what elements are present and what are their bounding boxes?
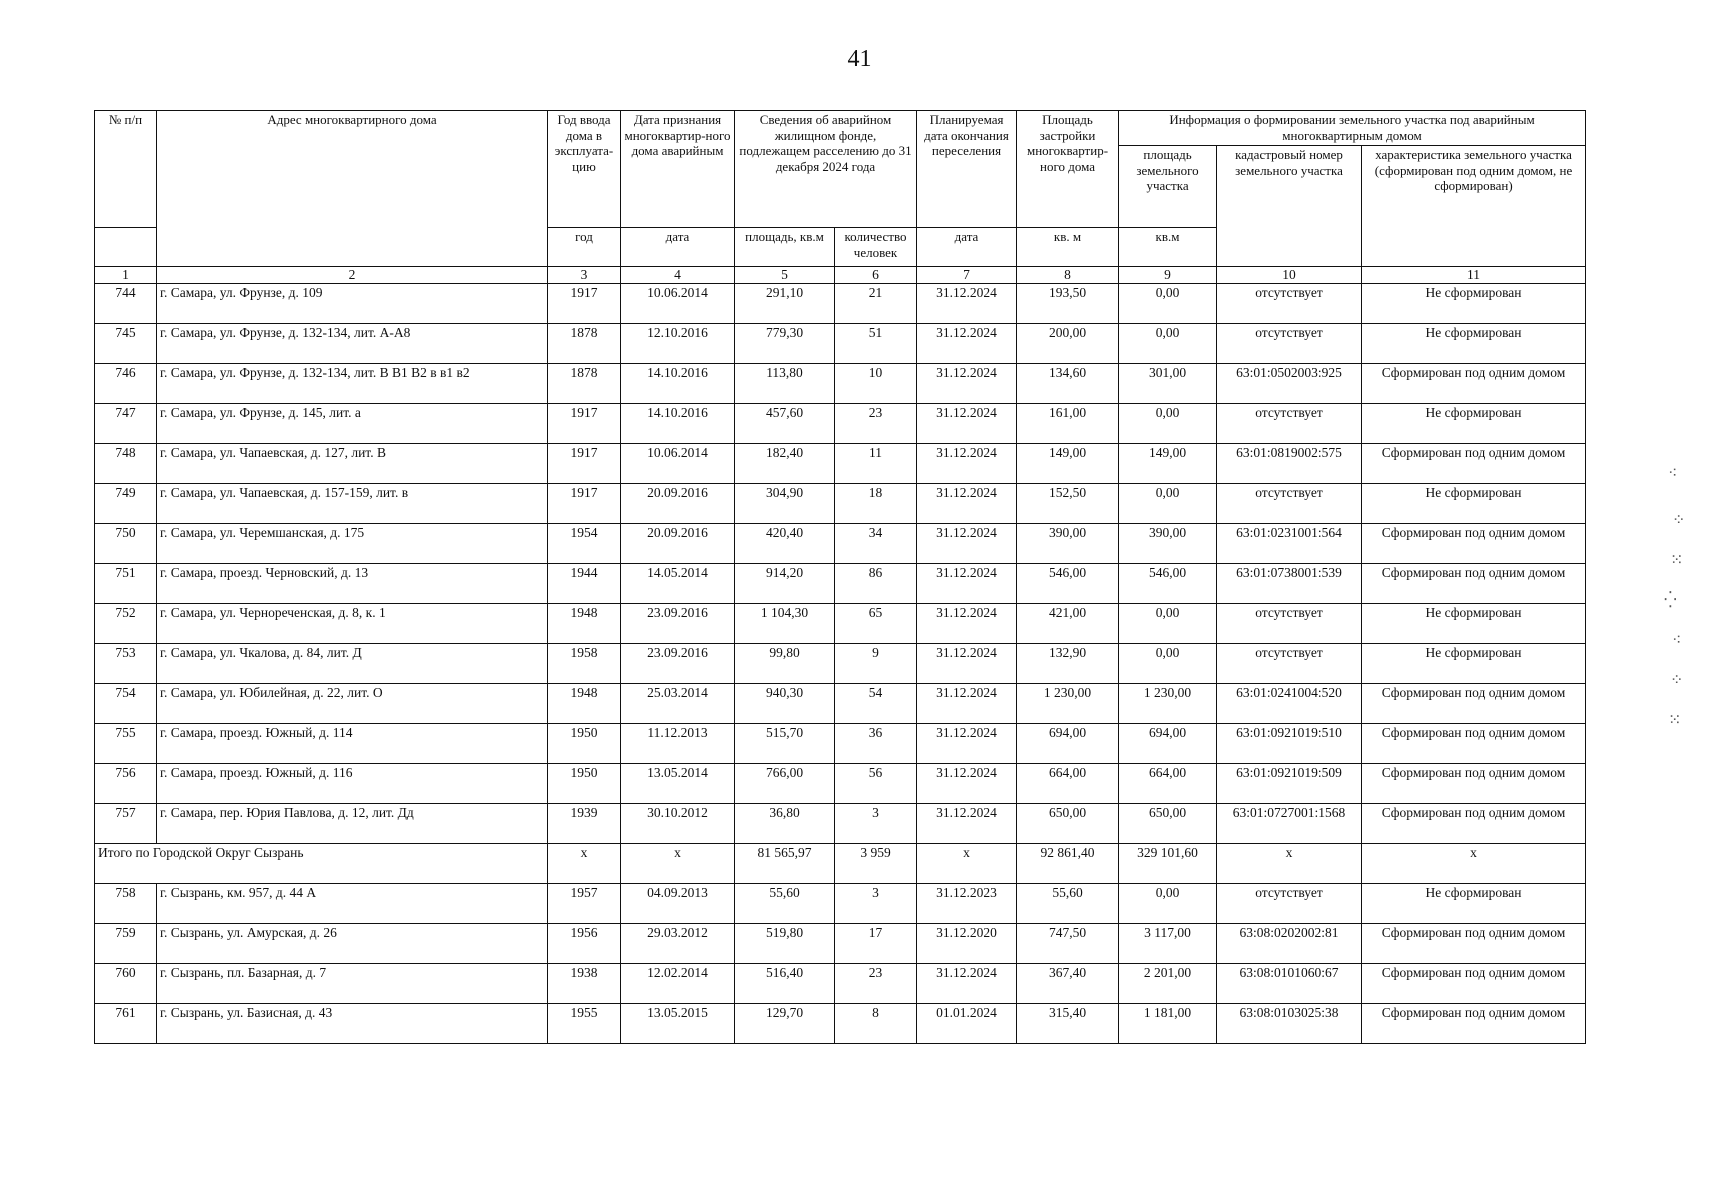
- date-cell: 23.09.2016: [621, 604, 735, 644]
- unit-area: площадь, кв.м: [735, 228, 835, 267]
- column-number: 5: [735, 267, 835, 284]
- area-cell: 304,90: [735, 484, 835, 524]
- table-row: [95, 884, 1586, 924]
- land-area-cell: 149,00: [1119, 444, 1217, 484]
- total-land: 329 101,60: [1119, 844, 1217, 884]
- column-number: 4: [621, 267, 735, 284]
- cadastral-cell: 63:01:0921019:510: [1217, 724, 1362, 764]
- building-area-cell: 200,00: [1017, 324, 1119, 364]
- address-cell: г. Самара, проезд. Южный, д. 116: [157, 764, 548, 804]
- building-area-cell: 390,00: [1017, 524, 1119, 564]
- building-area-cell: 134,60: [1017, 364, 1119, 404]
- column-number: 10: [1217, 267, 1362, 284]
- area-cell: 182,40: [735, 444, 835, 484]
- people-cell: 11: [835, 444, 917, 484]
- date-cell: 14.10.2016: [621, 404, 735, 444]
- land-area-cell: 0,00: [1119, 284, 1217, 324]
- land-area-cell: 2 201,00: [1119, 964, 1217, 1004]
- year-cell: 1917: [548, 484, 621, 524]
- date-cell: 13.05.2014: [621, 764, 735, 804]
- table-row: [95, 564, 1586, 604]
- table-row: [95, 524, 1586, 564]
- year-cell: 1948: [548, 604, 621, 644]
- year-cell: 1939: [548, 804, 621, 844]
- unit-building-area: кв. м: [1017, 228, 1119, 267]
- cadastral-cell: 63:08:0103025:38: [1217, 1004, 1362, 1044]
- area-cell: 1 104,30: [735, 604, 835, 644]
- land-char-cell: Сформирован под одним домом: [1362, 1004, 1586, 1044]
- land-char-cell: Сформирован под одним домом: [1362, 524, 1586, 564]
- table-row: [95, 284, 1586, 324]
- area-cell: 291,10: [735, 284, 835, 324]
- building-area-cell: 694,00: [1017, 724, 1119, 764]
- table-row: [95, 964, 1586, 1004]
- header-num: № п/п: [95, 111, 157, 228]
- land-char-cell: Не сформирован: [1362, 604, 1586, 644]
- address-cell: г. Самара, пер. Юрия Павлова, д. 12, лит. Дд: [157, 804, 548, 844]
- unit-date: дата: [621, 228, 735, 267]
- column-number-row: [95, 267, 1586, 284]
- plan-date-cell: 31.12.2024: [917, 404, 1017, 444]
- year-cell: 1878: [548, 364, 621, 404]
- plan-date-cell: 31.12.2024: [917, 284, 1017, 324]
- column-number: 11: [1362, 267, 1586, 284]
- people-cell: 54: [835, 684, 917, 724]
- unit-year: год: [548, 228, 621, 267]
- table-row: [95, 684, 1586, 724]
- land-area-cell: 546,00: [1119, 564, 1217, 604]
- land-char-cell: Сформирован под одним домом: [1362, 964, 1586, 1004]
- header-date: Дата признания многоквартир-ного дома аварийным: [621, 111, 735, 228]
- year-cell: 1954: [548, 524, 621, 564]
- cadastral-cell: 63:01:0819002:575: [1217, 444, 1362, 484]
- table-row: [95, 364, 1586, 404]
- table-row: [95, 924, 1586, 964]
- land-area-cell: 0,00: [1119, 484, 1217, 524]
- table-row: [95, 324, 1586, 364]
- table-row: [95, 404, 1586, 444]
- people-cell: 3: [835, 884, 917, 924]
- land-char-cell: Не сформирован: [1362, 644, 1586, 684]
- plan-date-cell: 31.12.2024: [917, 724, 1017, 764]
- row-number: 747: [95, 404, 157, 444]
- row-number: 753: [95, 644, 157, 684]
- row-number: 744: [95, 284, 157, 324]
- land-area-cell: 0,00: [1119, 324, 1217, 364]
- table-header: [95, 111, 1586, 284]
- row-number: 752: [95, 604, 157, 644]
- area-cell: 515,70: [735, 724, 835, 764]
- address-cell: г. Самара, ул. Фрунзе, д. 132-134, лит. В В1 В2 в в1 в2: [157, 364, 548, 404]
- year-cell: 1917: [548, 444, 621, 484]
- land-char-cell: Сформирован под одним домом: [1362, 724, 1586, 764]
- people-cell: 18: [835, 484, 917, 524]
- column-number: 3: [548, 267, 621, 284]
- page-number: 41: [847, 46, 872, 72]
- cadastral-cell: 63:08:0202002:81: [1217, 924, 1362, 964]
- address-cell: г. Самара, ул. Черемшанская, д. 175: [157, 524, 548, 564]
- land-char-cell: Не сформирован: [1362, 324, 1586, 364]
- area-cell: 55,60: [735, 884, 835, 924]
- people-cell: 23: [835, 404, 917, 444]
- table-row: [95, 644, 1586, 684]
- people-cell: 17: [835, 924, 917, 964]
- date-cell: 10.06.2014: [621, 284, 735, 324]
- building-area-cell: 664,00: [1017, 764, 1119, 804]
- land-area-cell: 0,00: [1119, 884, 1217, 924]
- land-char-cell: Сформирован под одним домом: [1362, 444, 1586, 484]
- area-cell: 420,40: [735, 524, 835, 564]
- header-cadastral: кадастровый номер земельного участка: [1217, 146, 1362, 267]
- plan-date-cell: 31.12.2024: [917, 364, 1017, 404]
- header-fund: Сведения об аварийном жилищном фонде, подлежащем расселению до 31 декабря 2024 года: [735, 111, 917, 228]
- address-cell: г. Самара, ул. Юбилейная, д. 22, лит. О: [157, 684, 548, 724]
- land-area-cell: 1 230,00: [1119, 684, 1217, 724]
- plan-date-cell: 31.12.2023: [917, 884, 1017, 924]
- building-area-cell: 149,00: [1017, 444, 1119, 484]
- column-number: 7: [917, 267, 1017, 284]
- cadastral-cell: 63:01:0727001:1568: [1217, 804, 1362, 844]
- address-cell: г. Самара, проезд. Черновский, д. 13: [157, 564, 548, 604]
- people-cell: 3: [835, 804, 917, 844]
- date-cell: 14.10.2016: [621, 364, 735, 404]
- address-cell: г. Самара, ул. Чапаевская, д. 127, лит. В: [157, 444, 548, 484]
- land-area-cell: 694,00: [1119, 724, 1217, 764]
- row-number: 760: [95, 964, 157, 1004]
- area-cell: 779,30: [735, 324, 835, 364]
- land-char-cell: Сформирован под одним домом: [1362, 924, 1586, 964]
- column-number: 1: [95, 267, 157, 284]
- building-area-cell: 367,40: [1017, 964, 1119, 1004]
- date-cell: 20.09.2016: [621, 484, 735, 524]
- land-char-cell: Сформирован под одним домом: [1362, 364, 1586, 404]
- row-number: 757: [95, 804, 157, 844]
- row-number: 746: [95, 364, 157, 404]
- table-row: [95, 444, 1586, 484]
- land-area-cell: 301,00: [1119, 364, 1217, 404]
- row-number: 749: [95, 484, 157, 524]
- year-cell: 1956: [548, 924, 621, 964]
- plan-date-cell: 31.12.2024: [917, 644, 1017, 684]
- land-char-cell: Сформирован под одним домом: [1362, 564, 1586, 604]
- date-cell: 13.05.2015: [621, 1004, 735, 1044]
- cadastral-cell: 63:01:0241004:520: [1217, 684, 1362, 724]
- date-cell: 23.09.2016: [621, 644, 735, 684]
- building-area-cell: 152,50: [1017, 484, 1119, 524]
- address-cell: г. Самара, ул. Фрунзе, д. 132-134, лит. А-А8: [157, 324, 548, 364]
- year-cell: 1948: [548, 684, 621, 724]
- year-cell: 1958: [548, 644, 621, 684]
- column-number: 8: [1017, 267, 1119, 284]
- row-number: 756: [95, 764, 157, 804]
- cadastral-cell: отсутствует: [1217, 324, 1362, 364]
- year-cell: 1950: [548, 764, 621, 804]
- land-area-cell: 1 181,00: [1119, 1004, 1217, 1044]
- plan-date-cell: 31.12.2024: [917, 524, 1017, 564]
- plan-date-cell: 31.12.2024: [917, 764, 1017, 804]
- unit-people: количество человек: [835, 228, 917, 267]
- date-cell: 29.03.2012: [621, 924, 735, 964]
- building-area-cell: 132,90: [1017, 644, 1119, 684]
- people-cell: 8: [835, 1004, 917, 1044]
- people-cell: 36: [835, 724, 917, 764]
- cadastral-cell: отсутствует: [1217, 884, 1362, 924]
- land-char-cell: Не сформирован: [1362, 484, 1586, 524]
- row-number: 761: [95, 1004, 157, 1044]
- building-area-cell: 315,40: [1017, 1004, 1119, 1044]
- cadastral-cell: отсутствует: [1217, 484, 1362, 524]
- total-plan: x: [917, 844, 1017, 884]
- table-row: [95, 804, 1586, 844]
- land-area-cell: 650,00: [1119, 804, 1217, 844]
- building-area-cell: 421,00: [1017, 604, 1119, 644]
- cadastral-cell: отсутствует: [1217, 404, 1362, 444]
- land-char-cell: Не сформирован: [1362, 404, 1586, 444]
- area-cell: 766,00: [735, 764, 835, 804]
- column-number: 9: [1119, 267, 1217, 284]
- table-row: [95, 1004, 1586, 1044]
- total-year: x: [548, 844, 621, 884]
- address-cell: г. Самара, ул. Чкалова, д. 84, лит. Д: [157, 644, 548, 684]
- address-cell: г. Самара, ул. Фрунзе, д. 109: [157, 284, 548, 324]
- building-area-cell: 747,50: [1017, 924, 1119, 964]
- row-number: 754: [95, 684, 157, 724]
- date-cell: 30.10.2012: [621, 804, 735, 844]
- building-area-cell: 193,50: [1017, 284, 1119, 324]
- area-cell: 36,80: [735, 804, 835, 844]
- plan-date-cell: 31.12.2024: [917, 804, 1017, 844]
- area-cell: 99,80: [735, 644, 835, 684]
- cadastral-cell: отсутствует: [1217, 284, 1362, 324]
- total-area: 81 565,97: [735, 844, 835, 884]
- date-cell: 20.09.2016: [621, 524, 735, 564]
- unit-plan: дата: [917, 228, 1017, 267]
- people-cell: 86: [835, 564, 917, 604]
- land-area-cell: 0,00: [1119, 644, 1217, 684]
- building-area-cell: 55,60: [1017, 884, 1119, 924]
- people-cell: 56: [835, 764, 917, 804]
- land-area-cell: 3 117,00: [1119, 924, 1217, 964]
- scan-noise: ⁖ ⁘ ⁙ ⁛ ⁖ ⁘ ⁙: [1664, 465, 1686, 729]
- header-land-char: характеристика земельного участка (сформирован под одним домом, не сформирован): [1362, 146, 1586, 267]
- plan-date-cell: 31.12.2024: [917, 324, 1017, 364]
- address-cell: г. Сызрань, ул. Амурская, д. 26: [157, 924, 548, 964]
- land-char-cell: Сформирован под одним домом: [1362, 804, 1586, 844]
- land-char-cell: Не сформирован: [1362, 884, 1586, 924]
- year-cell: 1938: [548, 964, 621, 1004]
- row-number: 748: [95, 444, 157, 484]
- date-cell: 14.05.2014: [621, 564, 735, 604]
- row-number: 750: [95, 524, 157, 564]
- land-char-cell: Сформирован под одним домом: [1362, 764, 1586, 804]
- plan-date-cell: 31.12.2024: [917, 484, 1017, 524]
- area-cell: 129,70: [735, 1004, 835, 1044]
- area-cell: 516,40: [735, 964, 835, 1004]
- header-year: Год ввода дома в эксплуата-цию: [548, 111, 621, 228]
- cadastral-cell: отсутствует: [1217, 644, 1362, 684]
- table-row: [95, 764, 1586, 804]
- header-land-group: Информация о формировании земельного участка под аварийным многоквартирным домом: [1119, 111, 1586, 146]
- year-cell: 1917: [548, 284, 621, 324]
- building-area-cell: 161,00: [1017, 404, 1119, 444]
- land-area-cell: 390,00: [1119, 524, 1217, 564]
- address-cell: г. Самара, ул. Чапаевская, д. 157-159, лит. в: [157, 484, 548, 524]
- address-cell: г. Самара, проезд. Южный, д. 114: [157, 724, 548, 764]
- row-number: 758: [95, 884, 157, 924]
- year-cell: 1944: [548, 564, 621, 604]
- people-cell: 21: [835, 284, 917, 324]
- people-cell: 34: [835, 524, 917, 564]
- table-body: [95, 284, 1586, 1044]
- total-char: x: [1362, 844, 1586, 884]
- total-bld: 92 861,40: [1017, 844, 1119, 884]
- header-land-area: площадь земельного участка: [1119, 146, 1217, 228]
- unit-num: [95, 228, 157, 267]
- cadastral-cell: 63:01:0921019:509: [1217, 764, 1362, 804]
- table-row: [95, 724, 1586, 764]
- plan-date-cell: 31.12.2024: [917, 964, 1017, 1004]
- row-number: 751: [95, 564, 157, 604]
- year-cell: 1950: [548, 724, 621, 764]
- plan-date-cell: 31.12.2024: [917, 564, 1017, 604]
- date-cell: 11.12.2013: [621, 724, 735, 764]
- area-cell: 457,60: [735, 404, 835, 444]
- plan-date-cell: 31.12.2024: [917, 684, 1017, 724]
- date-cell: 25.03.2014: [621, 684, 735, 724]
- total-date: x: [621, 844, 735, 884]
- area-cell: 940,30: [735, 684, 835, 724]
- year-cell: 1955: [548, 1004, 621, 1044]
- year-cell: 1878: [548, 324, 621, 364]
- row-number: 745: [95, 324, 157, 364]
- table-row: [95, 604, 1586, 644]
- year-cell: 1957: [548, 884, 621, 924]
- building-area-cell: 546,00: [1017, 564, 1119, 604]
- plan-date-cell: 31.12.2024: [917, 444, 1017, 484]
- building-area-cell: 1 230,00: [1017, 684, 1119, 724]
- land-char-cell: Не сформирован: [1362, 284, 1586, 324]
- address-cell: г. Самара, ул. Фрунзе, д. 145, лит. а: [157, 404, 548, 444]
- total-row: [95, 844, 1586, 884]
- date-cell: 04.09.2013: [621, 884, 735, 924]
- land-area-cell: 664,00: [1119, 764, 1217, 804]
- cadastral-cell: 63:08:0101060:67: [1217, 964, 1362, 1004]
- address-cell: г. Самара, ул. Чернореченская, д. 8, к. 1: [157, 604, 548, 644]
- land-char-cell: Сформирован под одним домом: [1362, 684, 1586, 724]
- column-number: 2: [157, 267, 548, 284]
- people-cell: 51: [835, 324, 917, 364]
- date-cell: 10.06.2014: [621, 444, 735, 484]
- plan-date-cell: 01.01.2024: [917, 1004, 1017, 1044]
- people-cell: 23: [835, 964, 917, 1004]
- area-cell: 914,20: [735, 564, 835, 604]
- total-people: 3 959: [835, 844, 917, 884]
- header-plan: Планируемая дата окончания переселения: [917, 111, 1017, 228]
- people-cell: 65: [835, 604, 917, 644]
- unit-land-area: кв.м: [1119, 228, 1217, 267]
- people-cell: 9: [835, 644, 917, 684]
- plan-date-cell: 31.12.2020: [917, 924, 1017, 964]
- cadastral-cell: 63:01:0502003:925: [1217, 364, 1362, 404]
- column-number: 6: [835, 267, 917, 284]
- emergency-housing-table: [94, 110, 1586, 1044]
- area-cell: 519,80: [735, 924, 835, 964]
- table-row: [95, 484, 1586, 524]
- address-cell: г. Сызрань, пл. Базарная, д. 7: [157, 964, 548, 1004]
- cadastral-cell: 63:01:0231001:564: [1217, 524, 1362, 564]
- row-number: 759: [95, 924, 157, 964]
- address-cell: г. Сызрань, км. 957, д. 44 А: [157, 884, 548, 924]
- plan-date-cell: 31.12.2024: [917, 604, 1017, 644]
- header-building-area: Площадь застройки многоквартир-ного дома: [1017, 111, 1119, 228]
- date-cell: 12.10.2016: [621, 324, 735, 364]
- header-address: Адрес многоквартирного дома: [157, 111, 548, 267]
- cadastral-cell: 63:01:0738001:539: [1217, 564, 1362, 604]
- building-area-cell: 650,00: [1017, 804, 1119, 844]
- total-cadastral: x: [1217, 844, 1362, 884]
- row-number: 755: [95, 724, 157, 764]
- cadastral-cell: отсутствует: [1217, 604, 1362, 644]
- date-cell: 12.02.2014: [621, 964, 735, 1004]
- people-cell: 10: [835, 364, 917, 404]
- area-cell: 113,80: [735, 364, 835, 404]
- land-area-cell: 0,00: [1119, 404, 1217, 444]
- address-cell: г. Сызрань, ул. Базисная, д. 43: [157, 1004, 548, 1044]
- land-area-cell: 0,00: [1119, 604, 1217, 644]
- year-cell: 1917: [548, 404, 621, 444]
- total-label: Итого по Городской Округ Сызрань: [95, 844, 548, 884]
